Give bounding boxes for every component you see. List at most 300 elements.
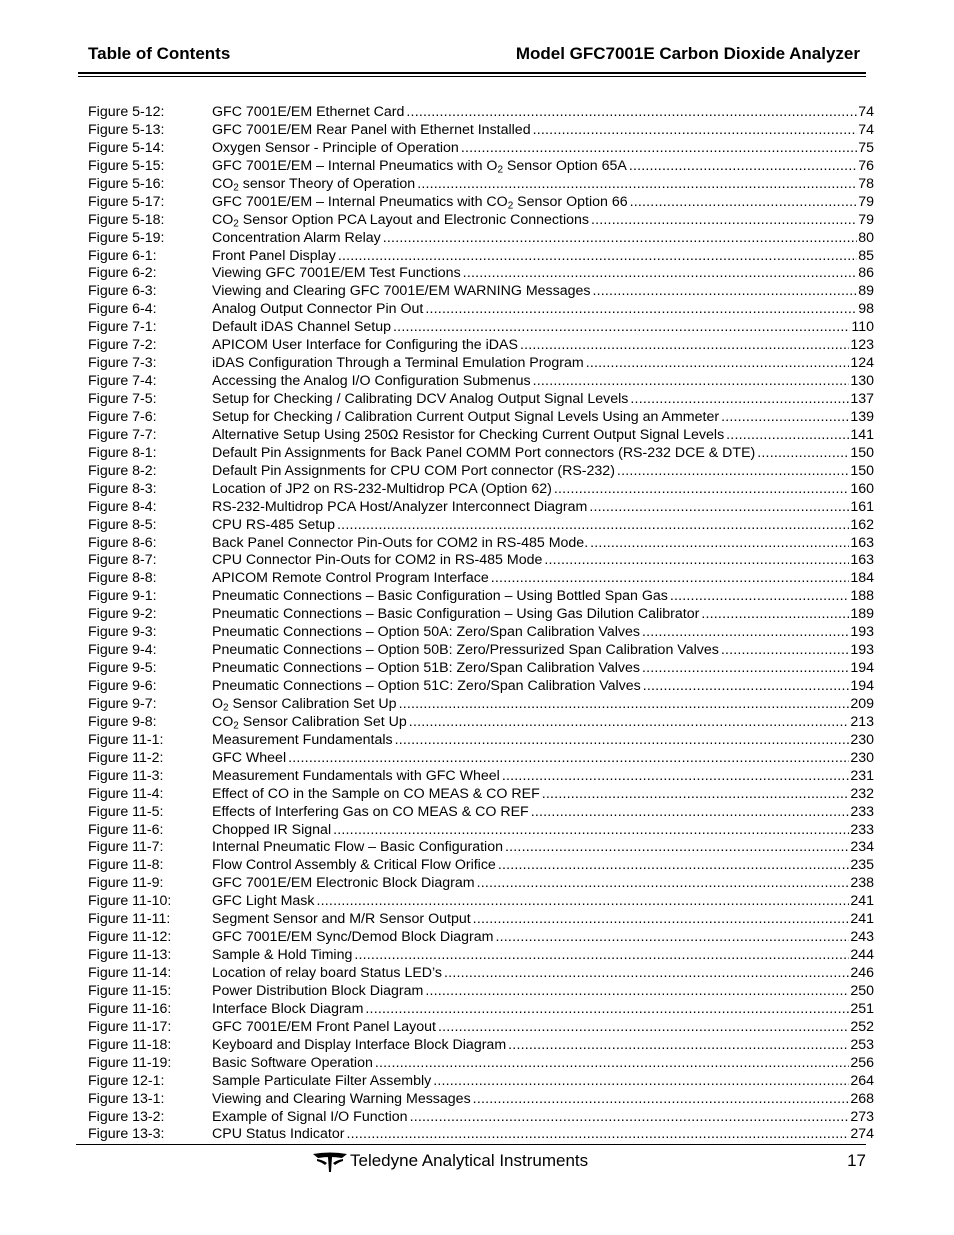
figure-title: Measurement Fundamentals (212, 731, 393, 748)
toc-entry (212, 714, 874, 732)
dot-leader (508, 1037, 849, 1055)
header-document-title: Model GFC7001E Carbon Dioxide Analyzer (515, 44, 860, 63)
figure-number: Figure 9-3: (88, 624, 157, 641)
page-ref: 251 (850, 1000, 874, 1017)
figure-number: Figure 11-4: (88, 785, 164, 802)
dot-leader (288, 750, 849, 768)
toc-entry (212, 893, 874, 911)
page-ref: 264 (850, 1072, 874, 1089)
page-ref: 141 (850, 426, 874, 443)
figure-number: Figure 8-4: (88, 498, 157, 515)
page-ref: 231 (850, 767, 874, 784)
figure-title: GFC 7001E/EM Ethernet Card (212, 104, 405, 120)
toc-entry (212, 265, 874, 283)
figure-title: Front Panel Display (212, 247, 336, 264)
figure-title: APICOM Remote Control Program Interface (212, 570, 489, 587)
dot-leader (409, 714, 850, 732)
page-ref: 74 (858, 121, 874, 138)
figure-number: Figure 8-7: (88, 552, 157, 569)
toc-row[interactable] (88, 499, 874, 517)
figure-number: Figure 11-6: (88, 821, 164, 838)
toc-entry (212, 1019, 874, 1037)
dot-leader (473, 911, 850, 929)
header-rule (78, 72, 866, 74)
dot-leader (590, 535, 849, 553)
dot-leader (410, 1109, 850, 1127)
figure-title: $CO_2$ sensor Theory of Operation (212, 175, 416, 194)
dot-leader (520, 337, 849, 355)
toc-row[interactable] (88, 768, 874, 786)
toc-row[interactable] (88, 104, 874, 122)
toc-row[interactable] (88, 355, 874, 373)
figure-title: $CO_2$ Sensor Option PCA Layout and Electronic Connections (212, 211, 589, 230)
dot-leader (393, 319, 850, 337)
toc-entry (212, 875, 874, 893)
figure-number: Figure 12-1: (88, 1072, 165, 1089)
header-rule-thin (78, 76, 866, 77)
figure-number: Figure 7-6: (88, 408, 157, 425)
figure-title: Example of Signal I/O Function (212, 1108, 408, 1125)
figure-title: Sample & Hold Timing (212, 947, 353, 964)
page-ref: 163 (850, 552, 874, 569)
figure-number: Figure 6-3: (88, 283, 157, 300)
toc-entry (212, 750, 874, 768)
page-ref: 246 (850, 965, 874, 981)
figure-number: Figure 11-2: (88, 749, 164, 766)
toc-entry (212, 445, 874, 463)
page-ref: 235 (850, 857, 874, 874)
figure-title: GFC 7001E/EM – Internal Pneumatics with $O_2$ Sensor Option 65A (212, 157, 627, 176)
toc-row[interactable] (88, 660, 874, 678)
figure-title: Location of JP2 on RS-232-Multidrop PCA (Option 62) (212, 480, 552, 497)
figure-number: Figure 9-6: (88, 678, 157, 694)
header-section-title: Table of Contents (88, 44, 231, 63)
toc-row[interactable] (88, 857, 874, 875)
page-ref: 160 (850, 480, 874, 497)
toc-row[interactable] (88, 624, 874, 642)
figure-number: Figure 11-1: (88, 731, 164, 748)
figure-title: Pneumatic Connections – Basic Configuration – Using Gas Dilution Calibrator (212, 606, 700, 623)
toc-entry (212, 248, 874, 266)
toc-entry (212, 140, 874, 158)
page-ref: 273 (850, 1108, 874, 1125)
figure-number: Figure 11-8: (88, 857, 164, 874)
page-ref: 150 (850, 462, 874, 479)
toc-entry (212, 212, 874, 230)
page-ref: 256 (850, 1054, 874, 1071)
page-ref: 234 (850, 839, 874, 856)
figure-number: Figure 8-1: (88, 444, 157, 461)
toc-entry (212, 104, 874, 122)
page-ref: 209 (850, 695, 874, 712)
dot-leader (399, 696, 850, 714)
page-ref: 250 (850, 982, 874, 999)
toc-entry (212, 481, 874, 499)
page-ref: 98 (858, 301, 874, 318)
toc-row[interactable] (88, 1073, 874, 1091)
toc-row[interactable] (88, 732, 874, 750)
toc-entry (212, 355, 874, 373)
toc-row[interactable] (88, 283, 874, 301)
toc-entry (212, 517, 874, 535)
toc-row[interactable] (88, 804, 874, 822)
toc-row[interactable] (88, 301, 874, 319)
dot-leader (354, 947, 849, 965)
toc-entry (212, 1055, 874, 1073)
toc-entry (212, 804, 874, 822)
page-ref: 80 (858, 229, 874, 246)
dot-leader (726, 427, 849, 445)
dot-leader (365, 1001, 849, 1019)
toc-row[interactable] (88, 947, 874, 965)
toc-row[interactable] (88, 822, 874, 840)
page-ref: 124 (850, 355, 874, 372)
figure-title: Viewing and Clearing GFC 7001E/EM WARNING Messages (212, 283, 591, 300)
figure-title: Effects of Interfering Gas on CO MEAS & CO REF (212, 803, 529, 820)
dot-leader (498, 857, 850, 875)
toc-entry (212, 499, 874, 517)
figure-number: Figure 9-4: (88, 642, 157, 659)
toc-row[interactable] (88, 463, 874, 481)
toc-row[interactable] (88, 642, 874, 660)
figure-number: Figure 11-17: (88, 1018, 172, 1035)
page-ref: 243 (850, 929, 874, 946)
toc-row[interactable] (88, 552, 874, 570)
figure-title: Pneumatic Connections – Option 51C: Zero/Span Calibration Valves (212, 678, 641, 694)
toc-entry (212, 1109, 874, 1127)
page-ref: 188 (850, 588, 874, 605)
dot-leader (592, 283, 857, 301)
footer-rule (76, 1144, 866, 1145)
toc-entry (212, 965, 874, 983)
dot-leader (531, 804, 850, 822)
dot-leader (629, 158, 857, 176)
toc-row[interactable] (88, 122, 874, 140)
dot-leader (333, 822, 849, 840)
toc-row[interactable] (88, 983, 874, 1001)
figure-number: Figure 5-13: (88, 121, 165, 138)
toc-entry (212, 768, 874, 786)
toc-entry (212, 283, 874, 301)
figure-title: Location of relay board Status LED’s (212, 965, 443, 981)
figure-number: Figure 8-2: (88, 462, 157, 479)
figure-title: $O_2$ Sensor Calibration Set Up (212, 695, 397, 714)
figure-title: Pneumatic Connections – Basic Configuration – Using Bottled Span Gas (212, 588, 668, 605)
figure-number: Figure 11-10: (88, 893, 172, 910)
figure-title: Accessing the Analog I/O Configuration Submenus (212, 373, 531, 390)
page-footer (0, 1148, 954, 1176)
figure-title: GFC Light Mask (212, 893, 315, 910)
page-ref: 184 (850, 570, 874, 587)
page-ref: 163 (850, 534, 874, 551)
footer-company: Teledyne Analytical Instruments (350, 1151, 589, 1170)
figure-title: Measurement Fundamentals with GFC Wheel (212, 767, 500, 784)
figure-title: Viewing GFC 7001E/EM Test Functions (212, 265, 461, 282)
toc-row[interactable] (88, 319, 874, 337)
toc-entry (212, 409, 874, 427)
toc-row[interactable] (88, 445, 874, 463)
dot-leader (542, 786, 850, 804)
figure-list (88, 104, 874, 1144)
page-ref: 137 (850, 391, 874, 407)
toc-entry (212, 606, 874, 624)
dot-leader (502, 768, 850, 786)
figure-title: Interface Block Diagram (212, 1000, 364, 1017)
page-ref: 74 (858, 104, 874, 120)
figure-number: Figure 6-2: (88, 265, 157, 282)
toc-entry (212, 230, 874, 248)
figure-number: Figure 11-14: (88, 965, 172, 981)
figure-title: Concentration Alarm Relay (212, 229, 381, 246)
toc-row[interactable] (88, 140, 874, 158)
toc-row[interactable] (88, 373, 874, 391)
dot-leader (642, 660, 849, 678)
toc-row[interactable] (88, 714, 874, 732)
dot-leader (757, 445, 849, 463)
page-ref: 162 (850, 516, 874, 533)
dot-leader (589, 499, 849, 517)
dot-leader (642, 624, 849, 642)
figure-title: GFC 7001E/EM Front Panel Layout (212, 1018, 436, 1035)
dot-leader (406, 104, 857, 122)
figure-number: Figure 13-2: (88, 1108, 165, 1125)
dot-leader (617, 463, 849, 481)
figure-number: Figure 11-19: (88, 1054, 172, 1071)
toc-entry (212, 552, 874, 570)
figure-number: Figure 9-8: (88, 713, 157, 730)
figure-number: Figure 9-5: (88, 660, 157, 677)
toc-row[interactable] (88, 839, 874, 857)
figure-title: Segment Sensor and M/R Sensor Output (212, 911, 471, 928)
dot-leader (701, 606, 849, 624)
page-ref: 241 (850, 893, 874, 910)
dot-leader (346, 1126, 849, 1144)
toc-row[interactable] (88, 786, 874, 804)
page-ref: 253 (850, 1036, 874, 1053)
dot-leader (317, 893, 850, 911)
toc-row[interactable] (88, 893, 874, 911)
toc-entry (212, 588, 874, 606)
page-ref: 139 (850, 408, 874, 425)
dot-leader (337, 517, 849, 535)
toc-row[interactable] (88, 391, 874, 409)
toc-row[interactable] (88, 965, 874, 983)
figure-number: Figure 11-18: (88, 1036, 172, 1053)
toc-row[interactable] (88, 678, 874, 696)
page-ref: 274 (850, 1126, 874, 1143)
dot-leader (721, 642, 850, 660)
dot-leader (461, 140, 857, 158)
figure-title: iDAS Configuration Through a Terminal Emulation Program (212, 355, 584, 372)
toc-row[interactable] (88, 750, 874, 768)
figure-number: Figure 9-7: (88, 695, 157, 712)
figure-title: Pneumatic Connections – Option 50A: Zero/Span Calibration Valves (212, 624, 640, 641)
toc-row[interactable] (88, 1019, 874, 1037)
figure-number: Figure 5-16: (88, 175, 165, 192)
figure-title: Basic Software Operation (212, 1054, 373, 1071)
page-ref: 241 (850, 911, 874, 928)
figure-number: Figure 7-2: (88, 337, 157, 354)
toc-entry (212, 570, 874, 588)
page-ref: 78 (858, 175, 874, 192)
figure-number: Figure 6-4: (88, 301, 157, 318)
dot-leader (630, 194, 858, 212)
page-ref: 86 (858, 265, 874, 282)
figure-title: Internal Pneumatic Flow – Basic Configuration (212, 839, 503, 856)
page-ref: 233 (850, 821, 874, 838)
toc-row[interactable] (88, 1001, 874, 1019)
toc-entry (212, 1073, 874, 1091)
toc-entry (212, 696, 874, 714)
toc-row[interactable] (88, 606, 874, 624)
toc-row[interactable] (88, 875, 874, 893)
figure-title: Sample Particulate Filter Assembly (212, 1072, 432, 1089)
toc-row[interactable] (88, 158, 874, 176)
toc-entry (212, 194, 874, 212)
figure-title: Default Pin Assignments for Back Panel COMM Port connectors (RS-232 DCE & DTE) (212, 444, 756, 461)
figure-number: Figure 11-5: (88, 803, 164, 820)
page-ref: 194 (850, 660, 874, 677)
toc-row[interactable] (88, 1126, 874, 1144)
dot-leader (643, 678, 850, 696)
toc-row[interactable] (88, 265, 874, 283)
toc-entry (212, 1126, 874, 1144)
dot-leader (473, 1091, 850, 1109)
toc-row[interactable] (88, 535, 874, 553)
dot-leader (554, 481, 849, 499)
toc-entry (212, 983, 874, 1001)
figure-title: CPU Connector Pin-Outs for COM2 in RS-485 Mode (212, 552, 543, 569)
dot-leader (544, 552, 849, 570)
figure-title: Back Panel Connector Pin-Outs for COM2 in RS-485 Mode. (212, 534, 589, 551)
figure-number: Figure 7-1: (88, 319, 157, 336)
dot-leader (533, 373, 850, 391)
figure-number: Figure 8-3: (88, 480, 157, 497)
toc-entry (212, 535, 874, 553)
figure-number: Figure 11-12: (88, 929, 172, 946)
dot-leader (477, 875, 850, 893)
figure-number: Figure 8-5: (88, 516, 157, 533)
toc-entry (212, 319, 874, 337)
toc-entry (212, 158, 874, 176)
page-ref: 230 (850, 731, 874, 748)
dot-leader (630, 391, 849, 409)
toc-row[interactable] (88, 570, 874, 588)
figure-number: Figure 5-15: (88, 157, 165, 174)
toc-row[interactable] (88, 409, 874, 427)
toc-row[interactable] (88, 337, 874, 355)
figure-number: Figure 11-9: (88, 875, 164, 892)
toc-entry (212, 678, 874, 696)
figure-number: Figure 11-13: (88, 947, 172, 964)
figure-number: Figure 5-19: (88, 229, 165, 246)
dot-leader (433, 1073, 849, 1091)
dot-leader (425, 301, 857, 319)
figure-number: Figure 7-7: (88, 426, 157, 443)
toc-row[interactable] (88, 194, 874, 212)
figure-number: Figure 5-18: (88, 211, 165, 228)
dot-leader (591, 212, 857, 230)
dot-leader (586, 355, 850, 373)
toc-row[interactable] (88, 176, 874, 194)
toc-entry (212, 463, 874, 481)
toc-row[interactable] (88, 1109, 874, 1127)
page-ref: 252 (850, 1018, 874, 1035)
figure-title: Oxygen Sensor - Principle of Operation (212, 139, 459, 156)
toc-row[interactable] (88, 929, 874, 947)
toc-row[interactable] (88, 588, 874, 606)
toc-entry (212, 1037, 874, 1055)
page-ref: 189 (850, 606, 874, 623)
toc-row[interactable] (88, 230, 874, 248)
toc-entry (212, 660, 874, 678)
dot-leader (496, 929, 850, 947)
page-ref: 232 (850, 785, 874, 802)
page-ref: 79 (858, 193, 874, 210)
dot-leader (395, 732, 850, 750)
page-ref: 233 (850, 803, 874, 820)
toc-row[interactable] (88, 1091, 874, 1109)
figure-title: Setup for Checking / Calibrating DCV Analog Output Signal Levels (212, 391, 629, 407)
figure-title: APICOM User Interface for Configuring the iDAS (212, 337, 518, 354)
toc-row[interactable] (88, 427, 874, 445)
figure-number: Figure 7-5: (88, 391, 157, 407)
toc-entry (212, 337, 874, 355)
toc-row[interactable] (88, 212, 874, 230)
page-ref: 213 (850, 713, 874, 730)
toc-entry (212, 1001, 874, 1019)
dot-leader (670, 588, 849, 606)
toc-row[interactable] (88, 1055, 874, 1073)
toc-entry (212, 373, 874, 391)
figure-number: Figure 8-6: (88, 534, 157, 551)
page-ref: 79 (858, 211, 874, 228)
page-ref: 123 (850, 337, 874, 354)
figure-title: Viewing and Clearing Warning Messages (212, 1090, 471, 1107)
figure-number: Figure 9-1: (88, 588, 157, 605)
toc-entry (212, 624, 874, 642)
dot-leader (491, 570, 850, 588)
toc-entry (212, 911, 874, 929)
page-ref: 161 (850, 498, 874, 515)
toc-entry (212, 642, 874, 660)
page-ref: 75 (858, 139, 874, 156)
dot-leader (463, 265, 858, 283)
dot-leader (383, 230, 857, 248)
page-ref: 230 (850, 749, 874, 766)
figure-title: Keyboard and Display Interface Block Diagram (212, 1036, 507, 1053)
toc-row[interactable] (88, 911, 874, 929)
page-ref: 193 (850, 624, 874, 641)
toc-row[interactable] (88, 481, 874, 499)
figure-number: Figure 5-17: (88, 193, 165, 210)
toc-entry (212, 122, 874, 140)
dot-leader (338, 248, 857, 266)
page-header (88, 44, 860, 66)
toc-row[interactable] (88, 517, 874, 535)
toc-row[interactable] (88, 1037, 874, 1055)
page-ref: 193 (850, 642, 874, 659)
dot-leader (721, 409, 849, 427)
figure-number: Figure 11-15: (88, 982, 172, 999)
toc-entry (212, 301, 874, 319)
toc-entry (212, 947, 874, 965)
figure-title: GFC 7001E/EM Sync/Demod Block Diagram (212, 929, 494, 946)
toc-entry (212, 929, 874, 947)
toc-row[interactable] (88, 248, 874, 266)
figure-title: Power Distribution Block Diagram (212, 982, 424, 999)
toc-row[interactable] (88, 696, 874, 714)
